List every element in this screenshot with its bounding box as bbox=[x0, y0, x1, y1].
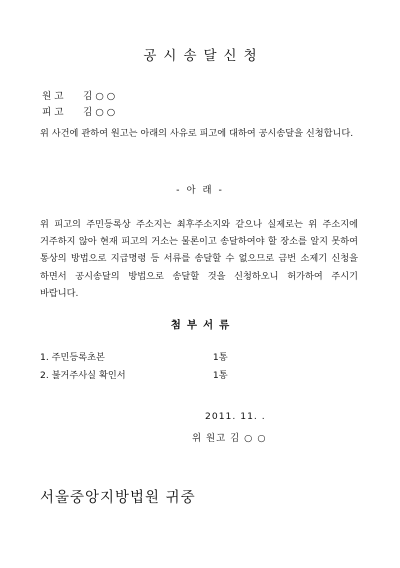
applicant-signature: 위 원고 김 ○ ○ bbox=[192, 433, 267, 444]
attachment-name: 2. 불거주사실 확인서 bbox=[40, 370, 126, 381]
plaintiff-label: 원고 bbox=[42, 91, 67, 102]
court-addressee: 서울중앙지방법원 귀중 bbox=[40, 490, 196, 506]
intro-paragraph: 위 사건에 관하여 원고는 아래의 사유로 피고에 대하여 공시송달을 신청합니다. bbox=[40, 128, 354, 139]
attachment-qty: 1통 bbox=[212, 370, 228, 381]
section-heading: - 아 래 - bbox=[176, 185, 224, 196]
attachments-title: 첨부서류 bbox=[170, 319, 236, 331]
filing-date: 2011. 11. . bbox=[205, 411, 266, 422]
reason-paragraph: 위 피고의 주민등록상 주소지는 최후주소지와 같으나 실제로는 위 주소지에 거주하지 않아 현재 피고의 거소는 물론이고 송달하여야 할 장소를 알지 못하여 통상의 방법으로 지급명령 등 서류를 송달할 수 없으므로 금번 소제기 신청을 하면서 공시송달의 방법으로 송달할 것을 신청하오니 허가하여 주시기 바랍니다. bbox=[40, 219, 358, 299]
defendant-line bbox=[42, 104, 115, 118]
defendant-label: 피고 bbox=[42, 107, 67, 118]
attachment-name: 1. 주민등록초본 bbox=[40, 352, 105, 363]
document-title: 공시송달신청 bbox=[143, 48, 264, 64]
plaintiff-line bbox=[42, 88, 115, 102]
defendant-name: 김 ○ ○ bbox=[83, 107, 116, 118]
attachment-item bbox=[40, 349, 228, 363]
attachment-item bbox=[40, 367, 228, 381]
plaintiff-name: 김 ○ ○ bbox=[83, 91, 116, 102]
attachment-qty: 1통 bbox=[212, 352, 228, 363]
